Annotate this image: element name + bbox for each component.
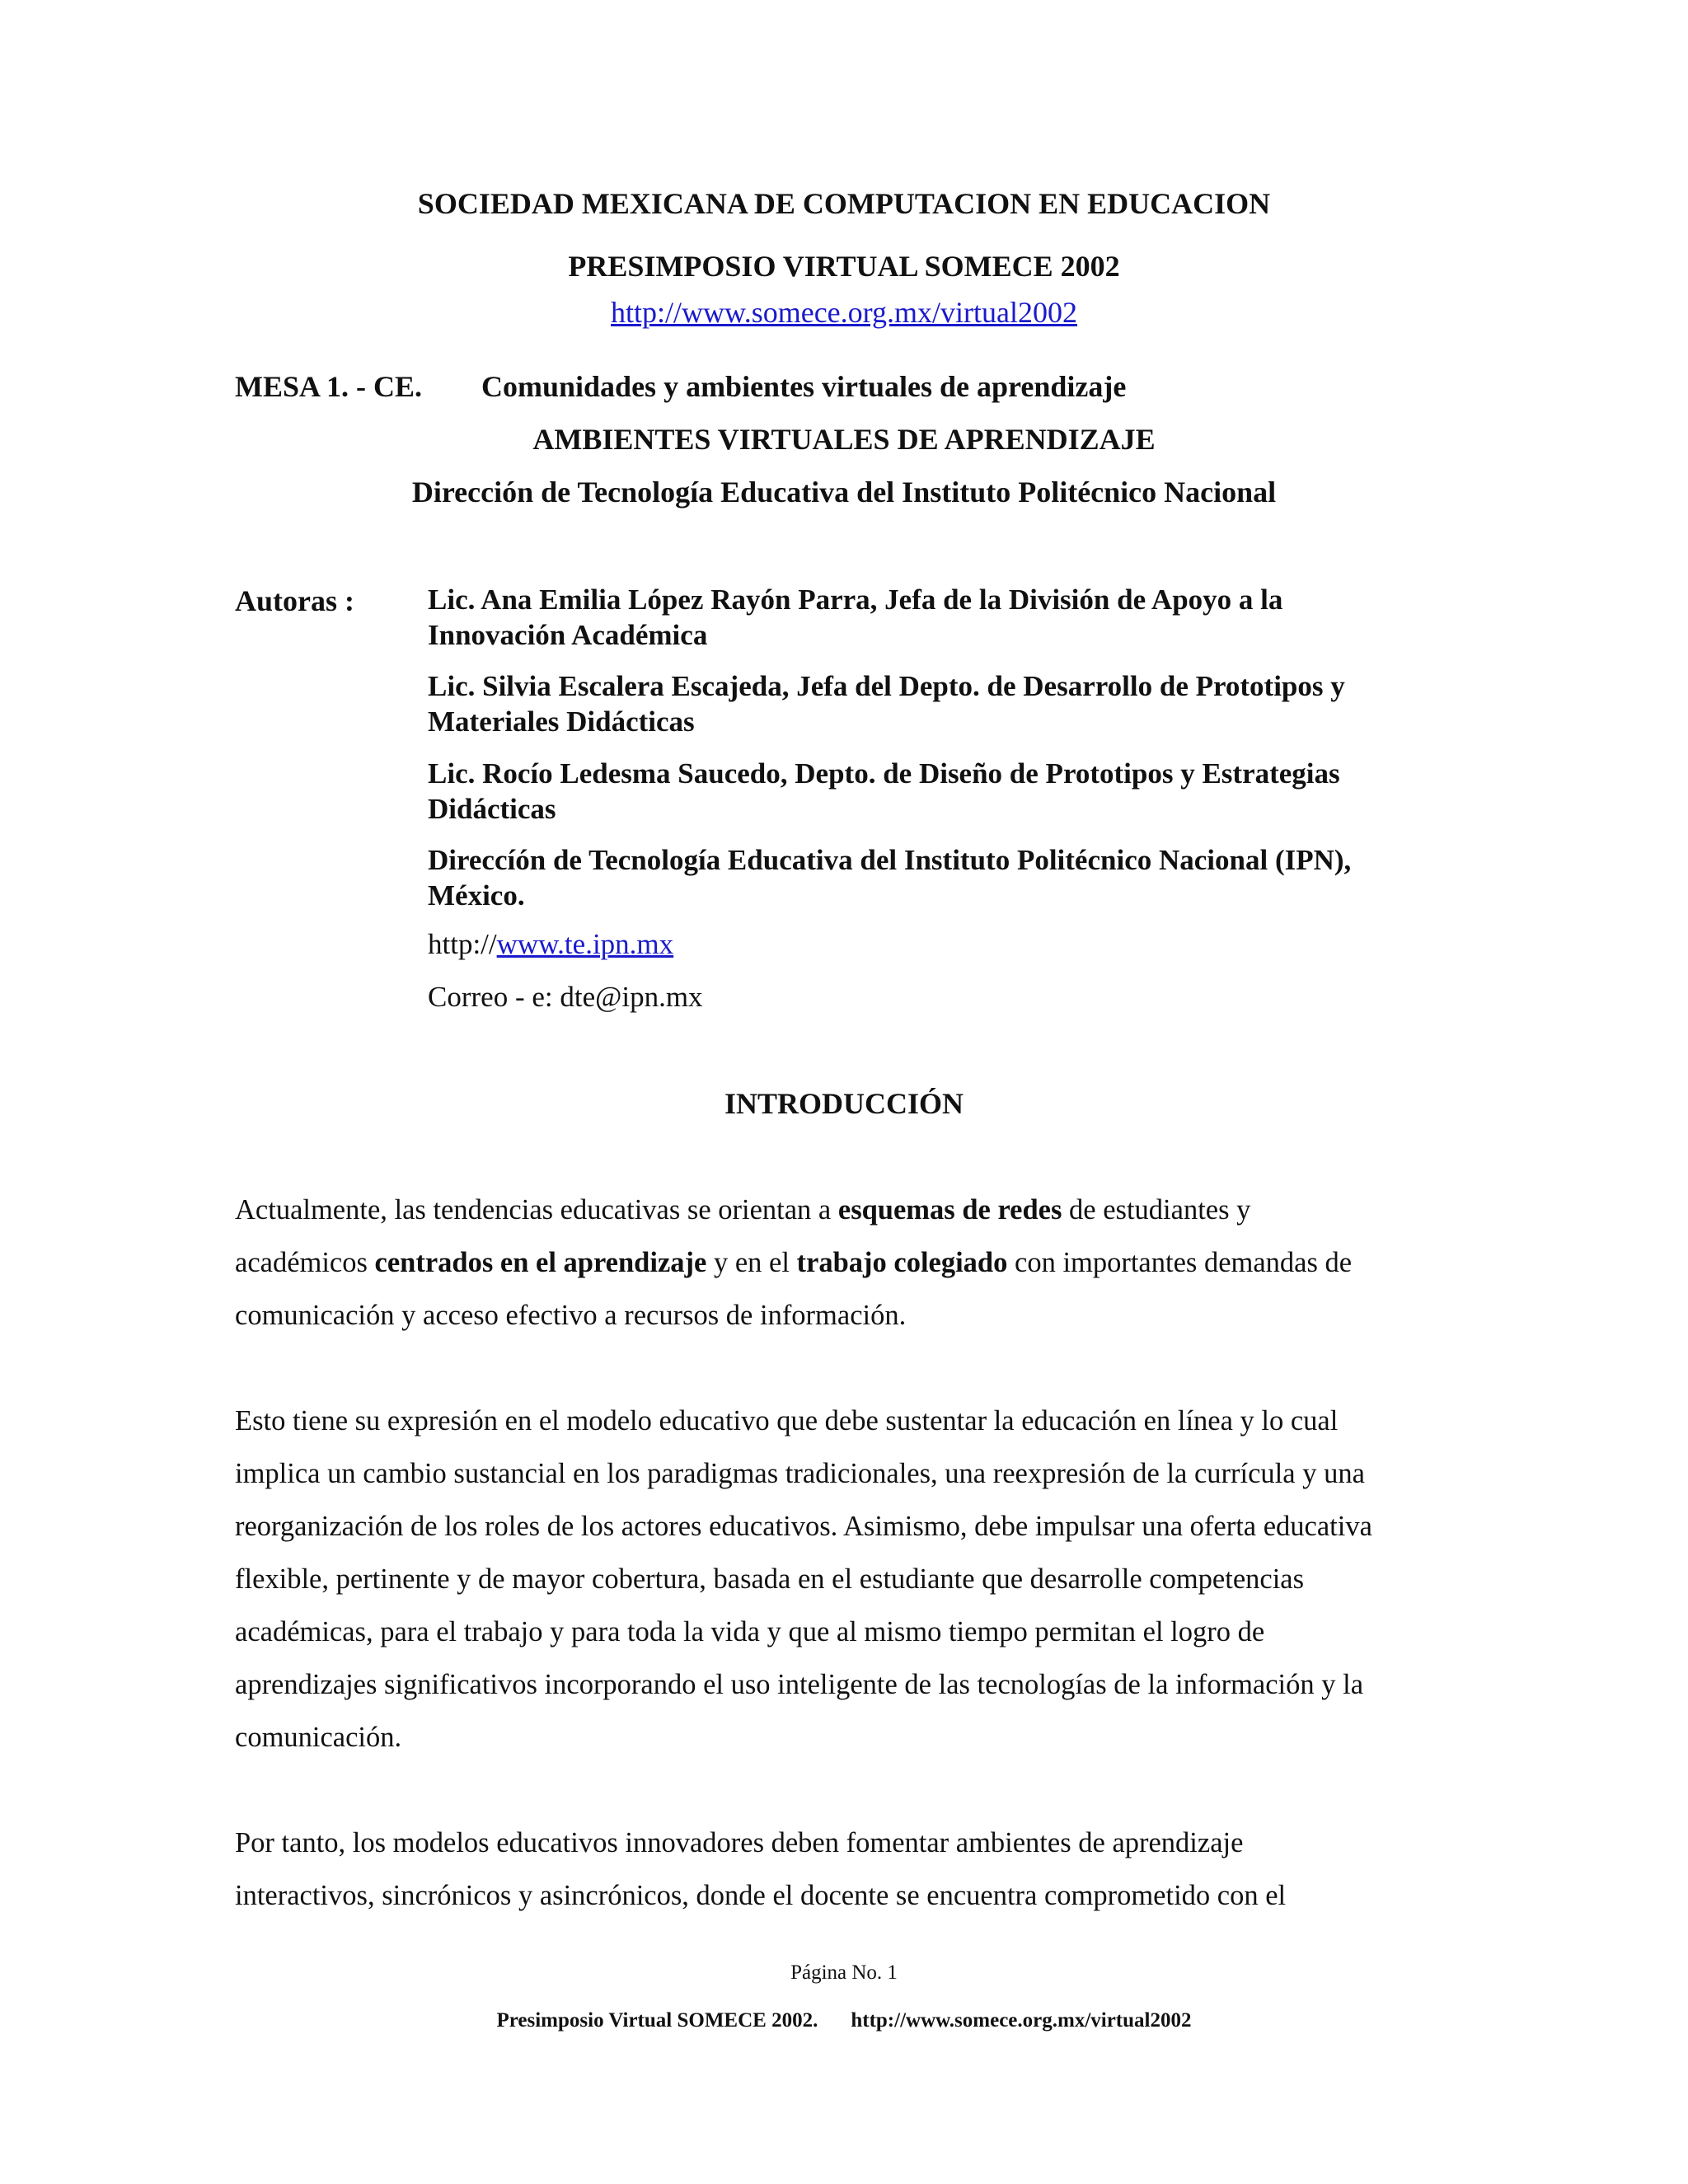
footer-url: http://www.somece.org.mx/virtual2002 [851,2009,1192,2032]
author-line: Lic. Rocío Ledesma Saucedo, Depto. de Diseño de Prototipos y Estrategias [428,757,1340,790]
header-url-link[interactable]: http://www.somece.org.mx/virtual2002 [611,296,1077,329]
org-title: SOCIEDAD MEXICANA DE COMPUTACION EN EDUCACION [417,187,1271,220]
paper-institution: Dirección de Tecnología Educativa del Instituto Politécnico Nacional [411,476,1277,509]
paper-title: AMBIENTES VIRTUALES DE APRENDIZAJE [532,423,1156,456]
author-line: Innovación Académica [428,619,708,651]
paragraph-line: reorganización de los roles de los actores educativos. Asimismo, debe impulsar una oferta educativa [235,1511,1372,1542]
authors-label: Autoras : [235,584,354,617]
intro-paragraph-3 [235,1816,1455,1922]
text-run: Actualmente, las tendencias educativas se orientan a [235,1194,838,1226]
author-line: Lic. Silvia Escalera Escajeda, Jefa del Depto. de Desarrollo de Prototipos y [428,670,1345,702]
author-line: Lic. Ana Emilia López Rayón Parra, Jefa de la División de Apoyo a la [428,583,1283,616]
author-website [428,928,673,961]
text-run: y en el [706,1247,797,1278]
mesa-label: MESA 1. - CE. [235,370,423,403]
author-entry [428,842,1458,913]
text-run: académicos [235,1247,375,1278]
paragraph-line [235,1236,1455,1289]
text-run: de estudiantes y [1062,1194,1251,1226]
author-entry [428,582,1458,653]
paragraph-line [235,1183,1455,1236]
author-line: México. [428,879,525,912]
intro-heading: INTRODUCCIÓN [724,1087,964,1120]
paragraph-line: aprendizajes significativos incorporando el uso inteligente de las tecnologías de la información y la [235,1669,1364,1700]
intro-paragraph-1 [235,1183,1455,1342]
emphasis-run: trabajo colegiado [796,1247,1008,1278]
page-number: Página No. 1 [790,1961,898,1984]
footer-event: Presimposio Virtual SOMECE 2002. [496,2009,818,2032]
mesa-title: Comunidades y ambientes virtuales de aprendizaje [481,370,1127,403]
footer-note [0,2009,1688,2032]
website-prefix: http:// [428,928,497,960]
text-run: con importantes demandas de [1007,1247,1353,1278]
author-line: Materiales Didácticas [428,705,695,738]
author-email: Correo - e: dte@ipn.mx [428,981,703,1013]
author-line: Direccíón de Tecnología Educativa del Instituto Politécnico Nacional (IPN), [428,844,1352,876]
author-line: Didácticas [428,793,556,825]
event-title: PRESIMPOSIO VIRTUAL SOMECE 2002 [568,250,1120,283]
paragraph-line: Por tanto, los modelos educativos innovadores deben fomentar ambientes de aprendizaje [235,1827,1244,1858]
author-entry [428,756,1458,827]
intro-paragraph-2 [235,1394,1455,1764]
paragraph-line: Esto tiene su expresión en el modelo educativo que debe sustentar la educación en línea y lo cual [235,1405,1339,1436]
paragraph-line: implica un cambio sustancial en los paradigmas tradicionales, una reexpresión de la currícula y una [235,1458,1365,1489]
paragraph-line: académicas, para el trabajo y para toda la vida y que al mismo tiempo permitan el logro de [235,1616,1265,1647]
paragraph-line: interactivos, sincrónicos y asincrónicos, donde el docente se encuentra comprometido con el [235,1880,1287,1911]
emphasis-run: centrados en el aprendizaje [374,1247,707,1278]
emphasis-run: esquemas de redes [837,1194,1062,1226]
author-entry [428,668,1458,739]
paragraph-line: comunicación y acceso efectivo a recursos de información. [235,1300,907,1331]
website-link[interactable]: www.te.ipn.mx [496,928,674,960]
paragraph-line: comunicación. [235,1722,402,1753]
paragraph-line: flexible, pertinente y de mayor cobertura, basada en el estudiante que desarrolle competencias [235,1563,1305,1595]
